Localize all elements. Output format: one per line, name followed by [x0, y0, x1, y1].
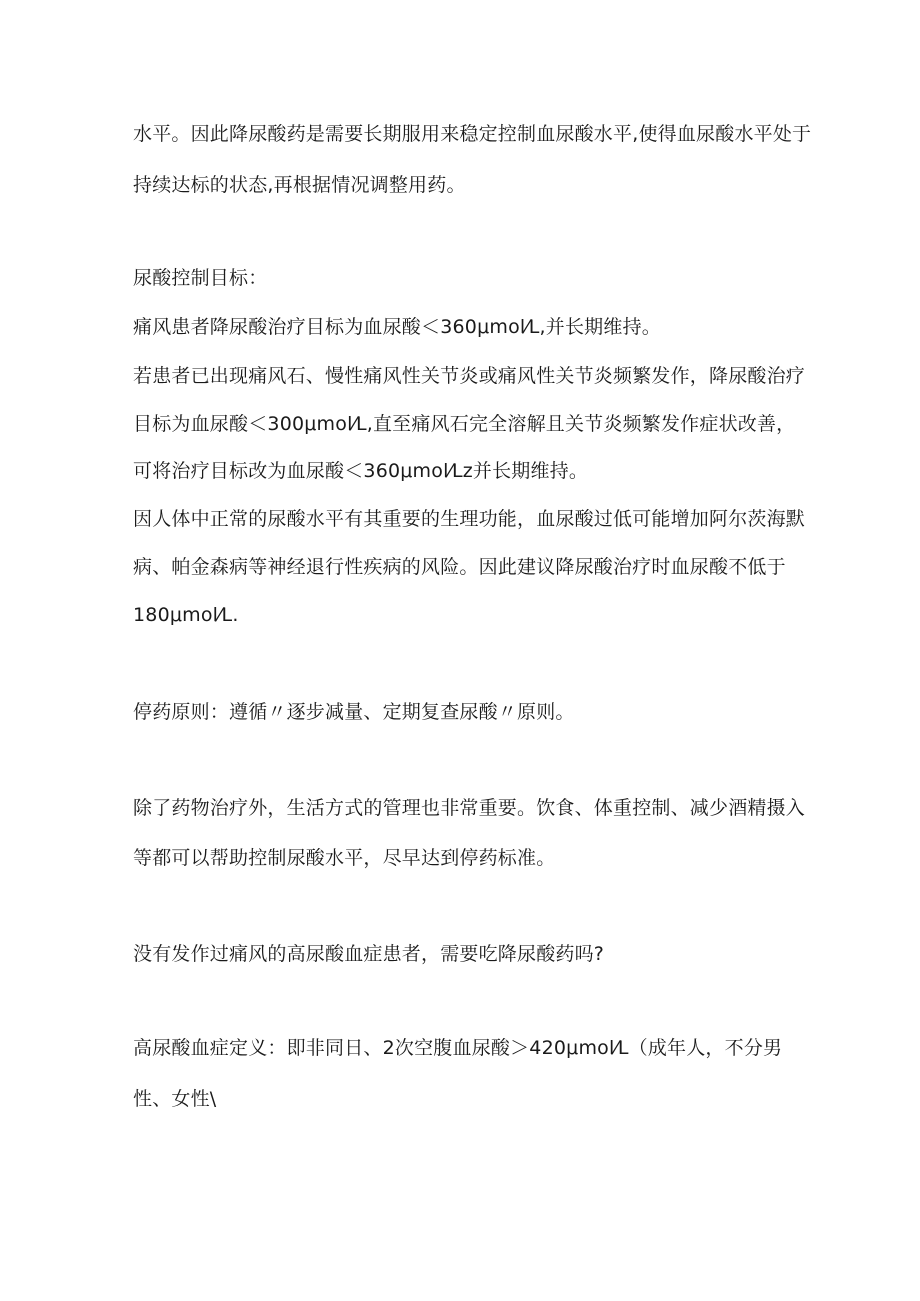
text-line: 痛风患者降尿酸治疗目标为血尿酸＜360μmol⁄L,并长期维持。	[133, 316, 661, 338]
text-line: 性、女性\	[133, 1088, 217, 1110]
text-line: 因人体中正常的尿酸水平有其重要的生理功能，血尿酸过低可能增加阿尔茨海默	[133, 508, 806, 530]
text-line: 若患者已出现痛风石、慢性痛风性关节炎或痛风性关节炎频繁发作，降尿酸治疗	[133, 365, 806, 387]
text-line: 目标为血尿酸＜300μmol⁄L,直至痛风石完全溶解且关节炎频繁发作症状改善，	[133, 413, 796, 435]
text-line: 可将治疗目标改为血尿酸＜360μmol⁄Lz并长期维持。	[133, 460, 589, 482]
text-line: 停药原则：遵循〃逐步减量、定期复查尿酸〃原则。	[133, 701, 575, 723]
text-line: 等都可以帮助控制尿酸水平，尽早达到停药标准。	[133, 847, 556, 869]
text-line: 180μmol⁄L.	[133, 604, 239, 626]
text-line: 水平。因此降尿酸药是需要长期服用来稳定控制血尿酸水平,使得血尿酸水平处于	[133, 123, 812, 145]
text-line: 除了药物治疗外，生活方式的管理也非常重要。饮食、体重控制、减少酒精摄入	[133, 797, 806, 819]
text-line: 持续达标的状态,再根据情况调整用药。	[133, 174, 466, 196]
text-line: 高尿酸血症定义：即非同日、2次空腹血尿酸＞420μmol⁄L（成年人，不分男	[133, 1037, 783, 1059]
section-heading: 尿酸控制目标：	[133, 267, 268, 289]
question-heading: 没有发作过痛风的高尿酸血症患者，需要吃降尿酸药吗?	[133, 943, 605, 965]
text-line: 病、帕金森病等神经退行性疾病的风险。因此建议降尿酸治疗时血尿酸不低于	[133, 556, 786, 578]
